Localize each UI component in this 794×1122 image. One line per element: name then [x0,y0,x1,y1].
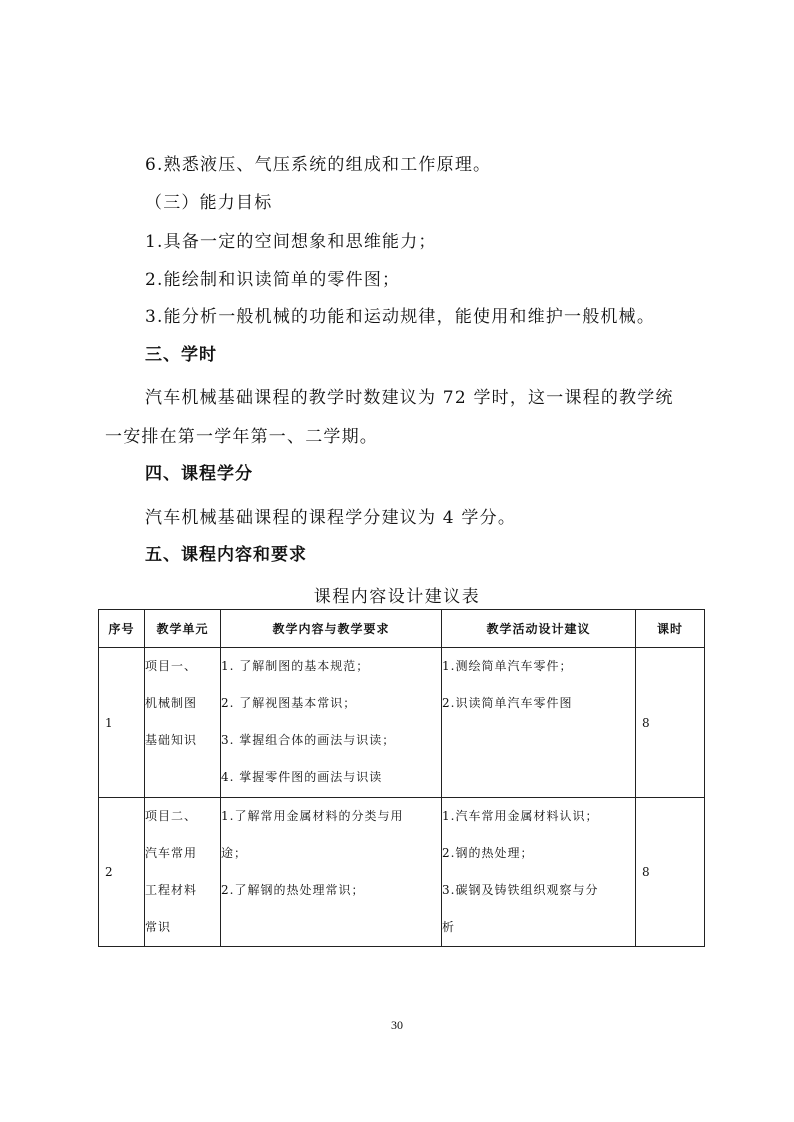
unit-line: 基础知识 [145,733,198,747]
row-number: 1 [99,648,145,798]
row-content [221,648,442,798]
content-line: 1.了解常用金属材料的分类与用 [221,809,404,823]
objective-item-6: 6.熟悉液压、气压系统的组成和工作原理。 [145,155,492,175]
row-hours: 8 [636,648,705,798]
header-activities: 教学活动设计建议 [442,610,636,648]
unit-line: 项目二、 [145,809,198,823]
unit-line: 机械制图 [145,696,198,710]
activity-line: 3.碳钢及铸铁组织观察与分 [442,883,599,897]
table-row [99,648,705,798]
page-number: 30 [391,1018,403,1032]
hours-paragraph-line-2: 一安排在第一学年第一、二学期。 [105,427,378,447]
activity-line: 2.识读简单汽车零件图 [442,696,573,710]
content-line: 2. 了解视图基本常识； [221,696,357,710]
ability-item-2: 2.能绘制和识读简单的零件图； [145,270,401,290]
row-number: 2 [99,798,145,947]
table-caption: 课程内容设计建议表 [313,587,481,607]
unit-line: 工程材料 [145,883,198,897]
row-unit [145,648,221,798]
activity-line: 析 [442,920,456,934]
unit-line: 汽车常用 [145,846,198,860]
content-line: 途； [221,846,248,860]
row-unit [145,798,221,947]
section-content-heading: 五、课程内容和要求 [145,545,307,565]
ability-objectives-title: （三）能力目标 [145,193,273,213]
content-line: 4. 掌握零件图的画法与识读 [221,770,383,784]
table-row [99,798,705,947]
section-hours-heading: 三、学时 [145,345,217,365]
header-unit: 教学单元 [145,610,221,648]
activity-line: 1.测绘简单汽车零件； [442,659,573,673]
table-header-row [99,610,705,648]
ability-item-1: 1.具备一定的空间想象和思维能力； [145,232,437,252]
row-content [221,798,442,947]
activity-line: 2.钢的热处理； [442,846,534,860]
ability-item-3: 3.能分析一般机械的功能和运动规律，能使用和维护一般机械。 [145,307,656,327]
course-content-table [98,609,705,947]
row-activities [442,648,636,798]
header-content: 教学内容与教学要求 [221,610,442,648]
content-line: 1. 了解制图的基本规范； [221,659,370,673]
row-activities [442,798,636,947]
header-hours: 课时 [636,610,705,648]
header-number: 序号 [99,610,145,648]
content-line: 2.了解钢的热处理常识； [221,883,365,897]
credits-paragraph: 汽车机械基础课程的课程学分建议为 4 学分。 [145,508,517,528]
section-credits-heading: 四、课程学分 [145,464,253,484]
row-hours: 8 [636,798,705,947]
unit-line: 常识 [145,920,172,934]
activity-line: 1.汽车常用金属材料认识； [442,809,599,823]
hours-paragraph-line-1: 汽车机械基础课程的教学时数建议为 72 学时，这一课程的教学统 [145,388,674,408]
content-line: 3. 掌握组合体的画法与识读； [221,733,396,747]
unit-line: 项目一、 [145,659,198,673]
